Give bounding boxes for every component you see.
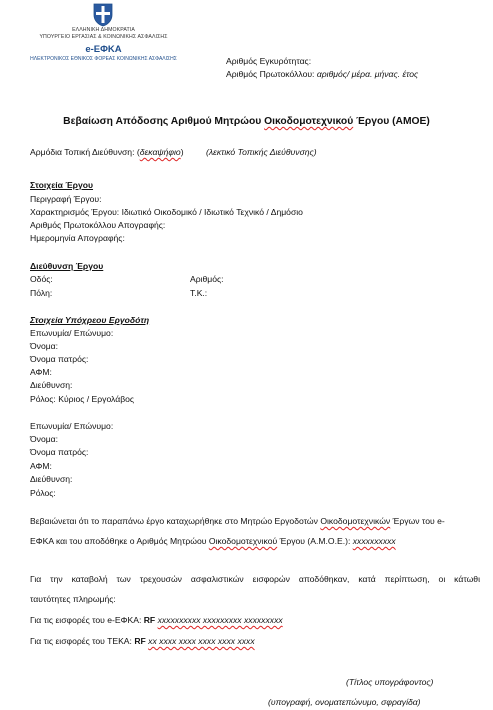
employer1-father: Όνομα πατρός:: [30, 354, 89, 364]
employer1-role: Ρόλος: Κύριος / Εργολάβος: [30, 394, 135, 404]
efka-rf-value: xxxxxxxxxx xxxxxxxxx xxxxxxxxx: [157, 615, 283, 625]
employer2-first-name: Όνομα:: [30, 434, 59, 444]
employer2-role: Ρόλος:: [30, 488, 56, 498]
page-title: Βεβαίωση Απόδοσης Αριθμού Μητρώου Οικοδομοτεχνικού Έργου (ΑΜΟΕ): [63, 116, 430, 127]
registry-date: Ημερομηνία Απογραφής:: [30, 233, 125, 243]
employer1-address: Διεύθυνση:: [30, 380, 73, 390]
teka-rf-value: xx xxxx xxxx xxxx xxxx xxxx: [148, 636, 255, 646]
republic-label: ΕΛΛΗΝΙΚΗ ΔΗΜΟΚΡΑΤΙΑ: [72, 27, 135, 33]
payment-intro-line-2: ταυτότητες πληρωμής:: [30, 594, 116, 604]
project-description: Περιγραφή Έργου:: [30, 194, 102, 204]
teka-payment-id: Για τις εισφορές του ΤΕΚΑ: RF xx xxxx xxxx xxxx xxxx xxxx: [30, 636, 255, 646]
employer2-name: Επωνυμία/ Επώνυμο:: [30, 421, 114, 431]
address-street: Οδός:: [30, 274, 53, 284]
protocol-label: Αριθμός Πρωτοκόλλου:: [226, 69, 315, 79]
certification-line-1: Βεβαιώνεται ότι το παραπάνω έργο καταχωρήθηκε στο Μητρώο Εργοδοτών Οικοδομοτεχνικών Έργων του e-: [30, 516, 445, 526]
address-postal: Τ.Κ.:: [190, 288, 208, 298]
greek-emblem-icon: [92, 2, 114, 27]
address-city: Πόλη:: [30, 288, 53, 298]
employer2-afm: ΑΦΜ:: [30, 461, 52, 471]
address-heading: Διεύθυνση Έργου: [30, 261, 104, 271]
certification-line-2: ΕΦΚΑ και του αποδόθηκε ο Αριθμός Μητρώου Οικοδομοτεχνικού Έργου (Α.Μ.Ο.Ε.): xxxxxxxxxx: [30, 536, 396, 546]
project-heading: Στοιχεία Έργου: [30, 180, 94, 190]
efka-logo: e-ΕΦΚΑ: [85, 44, 122, 55]
payment-intro-line-1: Για την καταβολή των τρεχουσών ασφαλιστικών εισφορών αποδόθηκαν, κατά περίπτωση, οι κάτωθι: [30, 574, 480, 584]
org-full-name: ΗΛΕΚΤΡΟΝΙΚΟΣ ΕΘΝΙΚΟΣ ΦΟΡΕΑΣ ΚΟΙΝΩΝΙΚΗΣ ΑΣΦΑΛΙΣΗΣ: [30, 56, 177, 62]
employer2-address: Διεύθυνση:: [30, 474, 73, 484]
registry-protocol: Αριθμός Πρωτοκόλλου Απογραφής:: [30, 220, 166, 230]
validation-number-label: Αριθμός Εγκυρότητας:: [226, 56, 312, 66]
amoe-value: xxxxxxxxxx: [352, 536, 396, 546]
ministry-label: ΥΠΟΥΡΓΕΙΟ ΕΡΓΑΣΙΑΣ & ΚΟΙΝΩΝΙΚΗΣ ΑΣΦΑΛΙΣΗΣ: [39, 34, 168, 40]
branch-text: (λεκτικό Τοπικής Διεύθυνσης): [205, 147, 317, 157]
local-branch-line: Αρμόδια Τοπική Διεύθυνση: (δεκαψήφιο) (λεκτικό Τοπικής Διεύθυνσης): [30, 147, 317, 157]
employer1-name: Επωνυμία/ Επώνυμο:: [30, 328, 114, 338]
efka-payment-id: Για τις εισφορές του e-ΕΦΚΑ: RF xxxxxxxxxx xxxxxxxxx xxxxxxxxx: [30, 615, 283, 625]
signer-title: (Τίτλος υπογράφοντος): [346, 677, 434, 687]
signature-details: (υπογραφή, ονοματεπώνυμο, σφραγίδα): [268, 697, 421, 707]
protocol-number: [226, 69, 418, 79]
employer-heading: Στοιχεία Υπόχρεου Εργοδότη: [30, 315, 150, 325]
protocol-value: αριθμός/ μέρα. μήνας. έτος: [316, 69, 419, 79]
employer2-father: Όνομα πατρός:: [30, 447, 89, 457]
project-characterization: Χαρακτηρισμός Έργου: Ιδιωτικό Οικοδομικό / Ιδιωτικό Τεχνικό / Δημόσιο: [30, 207, 303, 217]
branch-code: δεκαψήφιο: [139, 147, 181, 157]
employer1-first-name: Όνομα:: [30, 341, 59, 351]
employer1-afm: ΑΦΜ:: [30, 367, 52, 377]
address-number: Αριθμός:: [190, 274, 224, 284]
